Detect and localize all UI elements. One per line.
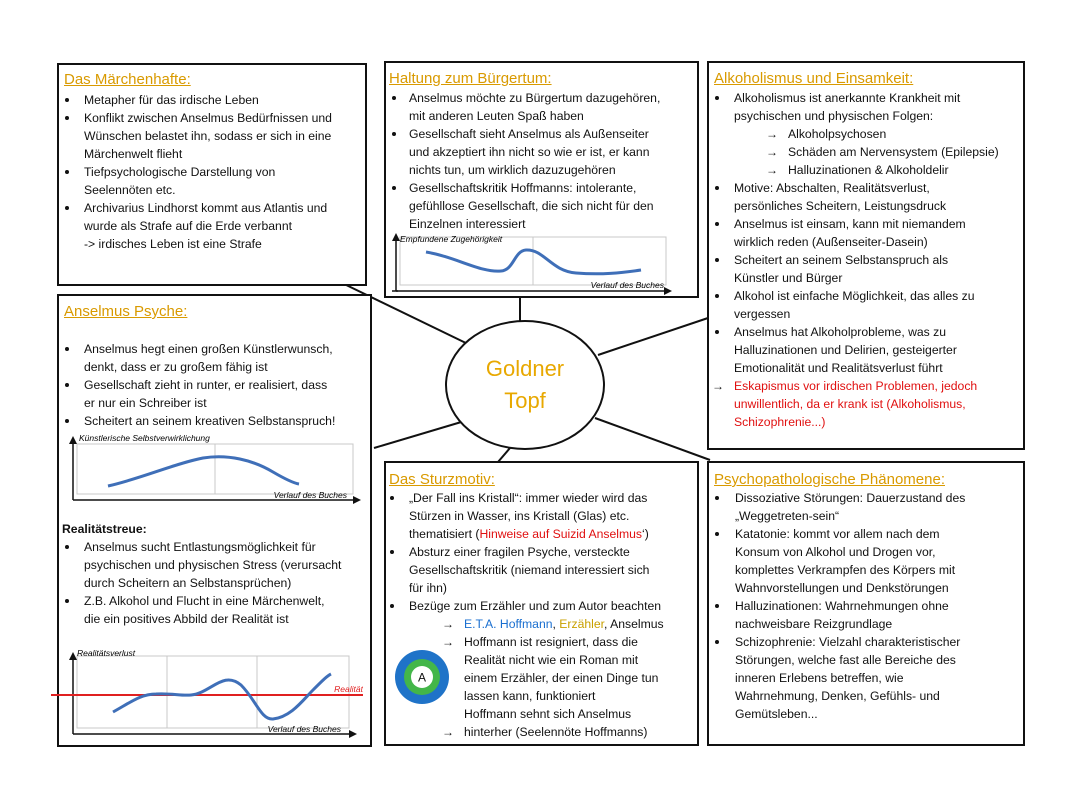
list-item: Motive: Abschalten, Realitätsverlust, xyxy=(734,181,930,195)
list-item: Wünschen belastet ihn, sodass er sich in eine xyxy=(84,129,332,143)
xlabel-zugehoerigkeit: Verlauf des Buches xyxy=(590,280,664,290)
box-sturzmotiv xyxy=(384,461,699,746)
list-item: Störungen, welche fast alle Bereiche des xyxy=(735,653,956,667)
list-item: persönliches Scheitern, Leistungsdruck xyxy=(734,199,947,213)
sturz-row: für ihn) xyxy=(409,581,447,595)
list-item: Tiefpsychologische Darstellung von xyxy=(84,165,276,179)
sturz-row: Realität nicht wie ein Roman mit xyxy=(464,653,639,667)
list-item: durch Scheitern an Selbstansprüchen) xyxy=(84,576,292,590)
bullet-icon xyxy=(715,186,719,190)
sturz-row: Hoffmann sehnt sich Anselmus xyxy=(464,707,632,721)
sturz-row: Bezüge zum Erzähler und zum Autor beachten xyxy=(409,599,662,613)
bullet-icon xyxy=(392,132,396,136)
sturz-row: einem Erzähler, der einen Dinge tun xyxy=(464,671,659,685)
list-item: Gesellschaft zieht in runter, er realisiert, dass xyxy=(84,378,328,392)
bullet-icon xyxy=(65,599,69,603)
list-item: Alkoholismus ist anerkannte Krankheit mit xyxy=(734,91,961,105)
bullet-icon xyxy=(715,532,719,536)
list-item: Archivarius Lindhorst kommt aus Atlantis und xyxy=(84,201,328,215)
list-item: denkt, dass er zu großem fähig ist xyxy=(84,360,268,374)
arrow-icon: → xyxy=(442,635,454,649)
sturz-row: Absturz einer fragilen Psyche, versteckte xyxy=(409,545,630,559)
list-item: Anselmus hat Alkoholprobleme, was zu xyxy=(734,325,947,339)
center-title-line2: Topf xyxy=(504,388,546,413)
list-item: psychischen und physischen Stress (verursacht xyxy=(84,558,342,572)
sturz-row: lassen kann, funktioniert xyxy=(464,689,596,703)
author-name: E.T.A. Hoffmann xyxy=(464,617,553,631)
box-phaenomene xyxy=(707,461,1025,746)
center-title-line1: Goldner xyxy=(485,356,565,381)
narrator-label: Erzähler xyxy=(559,617,605,631)
bullet-icon xyxy=(715,640,719,644)
bullet-icon xyxy=(65,206,69,210)
sturz-row: Gesellschaftskritik (niemand interessiert sich xyxy=(409,563,650,577)
list-item: Scheitert an seinem kreativen Selbstanspruch! xyxy=(84,414,336,428)
maerchen-list xyxy=(62,91,332,253)
list-item: und akzeptiert ihn nicht so wie er ist, er kann xyxy=(409,145,650,159)
title-sturzmotiv: Das Sturzmotiv: xyxy=(389,471,495,488)
bullet-icon xyxy=(65,545,69,549)
list-item: nichts tun, um wirklich dazuzugehören xyxy=(409,163,616,177)
list-item: Alkoholpsychosen xyxy=(788,127,887,141)
list-item: Künstler und Bürger xyxy=(734,271,843,285)
curve-realitaetsverlust xyxy=(113,674,331,719)
title-buergertum: Haltung zum Bürgertum: xyxy=(389,70,552,87)
bullet-icon xyxy=(715,330,719,334)
bullet-icon xyxy=(65,98,69,102)
list-item: Halluzinationen & Alkoholdelir xyxy=(788,163,949,177)
bullet-icon xyxy=(65,419,69,423)
list-item: Dissoziative Störungen: Dauerzustand des xyxy=(735,491,966,505)
list-item: Gesellschaft sieht Anselmus als Außenseiter xyxy=(409,127,649,141)
list-item: Konflikt zwischen Anselmus Bedürfnissen und xyxy=(84,111,332,125)
curve-selbstverwirklichung xyxy=(108,457,299,486)
bullet-icon xyxy=(65,170,69,174)
title-psyche: Anselmus Psyche: xyxy=(64,303,188,320)
list-item: Seelennöten etc. xyxy=(84,183,176,197)
list-item: Emotionalität und Realitätsverlust führt xyxy=(734,361,943,375)
box-buergertum xyxy=(384,61,699,298)
xlabel-selbstverwirklichung: Verlauf des Buches xyxy=(273,490,347,500)
list-item: Schizophrenie...) xyxy=(734,415,826,429)
arrow-icon: → xyxy=(766,163,778,177)
list-item: Schäden am Nervensystem (Epilepsie) xyxy=(788,145,999,159)
list-item: inneren Erlebens betreffen, wie xyxy=(735,671,904,685)
bullet-icon xyxy=(715,258,719,262)
bullet-icon xyxy=(65,116,69,120)
list-item: Gesellschaftskritik Hoffmanns: intolerante, xyxy=(409,181,637,195)
bullet-icon xyxy=(392,96,396,100)
list-item: -> irdisches Leben ist eine Strafe xyxy=(84,237,262,251)
list-item: nachweisbare Reizgrundlage xyxy=(735,617,893,631)
sturz-row: thematisiert (Hinweise auf Suizid Anselmus‘) xyxy=(409,527,649,541)
list-item: Wahrnehmung, Denken, Gefühls- und xyxy=(735,689,940,703)
psyche-list xyxy=(62,340,335,430)
list-item: Alkohol ist einfache Möglichkeit, das alles zu xyxy=(734,289,975,303)
ylabel-realitaetsverlust: Realitätsverlust xyxy=(77,650,136,658)
list-item: Gemütsleben... xyxy=(735,707,818,721)
arrow-icon: → xyxy=(766,145,778,159)
list-item: Halluzinationen: Wahrnehmungen ohne xyxy=(735,599,949,613)
box-psyche xyxy=(57,294,372,747)
buergertum-list xyxy=(389,89,660,233)
list-item: gefühllose Gesellschaft, die sich nicht für den xyxy=(409,199,654,213)
subtitle-realitaetstreue: Realitätstreue: xyxy=(62,522,147,536)
sturz-row: „Der Fall ins Kristall“: immer wieder wird das xyxy=(409,491,648,505)
list-item: Anselmus hegt einen großen Künstlerwunsch, xyxy=(84,342,333,356)
list-item: Z.B. Alkohol und Flucht in eine Märchenwelt, xyxy=(84,594,325,608)
list-item: Märchenwelt flieht xyxy=(84,147,183,161)
list-item: Wahnvorstellungen und Denkstörungen xyxy=(735,581,949,595)
list-item: Anselmus ist einsam, kann mit niemandem xyxy=(734,217,966,231)
psyche-list-2 xyxy=(62,538,341,628)
bullet-icon xyxy=(715,294,719,298)
badge-letter: A xyxy=(417,670,427,685)
list-item: Anselmus sucht Entlastungsmöglichkeit für xyxy=(84,540,316,554)
bullet-icon xyxy=(715,222,719,226)
label-realitaet: Realität xyxy=(334,684,363,694)
hint-suizid: Hinweise auf Suizid Anselmus xyxy=(479,527,643,541)
list-item: Einzelnen interessiert xyxy=(409,217,526,231)
bullet-icon xyxy=(392,186,396,190)
list-item: die ein positives Abbild der Realität ist xyxy=(84,612,289,626)
list-item: „Weggetreten-sein“ xyxy=(735,509,840,523)
sturz-row: hinterher (Seelennöte Hoffmanns) xyxy=(464,725,648,739)
bullet-icon xyxy=(715,604,719,608)
title-maerchenhafte: Das Märchenhafte: xyxy=(64,71,191,88)
sturz-row: Stürzen in Wasser, ins Kristall (Glas) etc. xyxy=(409,509,630,523)
phaeno-list xyxy=(712,489,965,723)
list-item: wurde als Strafe auf die Erde verbannt xyxy=(84,219,292,233)
alkohol-list xyxy=(712,89,999,431)
ylabel-selbstverwirklichung: Künstlerische Selbstverwirklichung xyxy=(79,433,210,443)
bullet-icon xyxy=(715,96,719,100)
list-item: Eskapismus vor irdischen Problemen, jedoch xyxy=(734,379,978,393)
list-item: mit anderen Leuten Spaß haben xyxy=(409,109,584,123)
box-maerchenhafte xyxy=(57,63,367,286)
box-alkoholismus xyxy=(707,61,1025,450)
title-phaenomene: Psychopathologische Phänomene: xyxy=(714,471,945,488)
chart-selbstverwirklichung xyxy=(63,432,363,506)
bullet-icon xyxy=(65,383,69,387)
list-item: wirklich reden (Außenseiter-Dasein) xyxy=(734,235,928,249)
list-item: psychischen und physischen Folgen: xyxy=(734,109,934,123)
xlabel-realitaetsverlust: Verlauf des Buches xyxy=(267,724,341,734)
list-item: Konsum von Alkohol und Drogen vor, xyxy=(735,545,936,559)
bullet-icon xyxy=(715,496,719,500)
arrow-icon: → xyxy=(766,127,778,141)
list-item: unwillentlich, da er krank ist (Alkoholismus, xyxy=(734,397,966,411)
ylabel-zugehoerigkeit: Empfundene Zugehörigkeit xyxy=(400,234,503,244)
arrow-icon: → xyxy=(442,617,454,631)
list-item: Schizophrenie: Vielzahl charakteristischer xyxy=(735,635,961,649)
list-item: Halluzinationen und Delirien, gesteigerter xyxy=(734,343,957,357)
list-item: Katatonie: kommt vor allem nach dem xyxy=(735,527,940,541)
title-alkoholismus: Alkoholismus und Einsamkeit: xyxy=(714,70,914,87)
list-item: er nur ein Schreiber ist xyxy=(84,396,207,410)
list-item: vergessen xyxy=(734,307,791,321)
chart-zugehoerigkeit xyxy=(386,233,676,295)
list-item: Scheitert an seinem Selbstanspruch als xyxy=(734,253,949,267)
list-item: komplettes Verkrampfen des Körpers mit xyxy=(735,563,956,577)
sturz-row: Hoffmann ist resigniert, dass die xyxy=(464,635,638,649)
badge-icon xyxy=(394,649,450,705)
sturz-row: E.T.A. Hoffmann, Erzähler, Anselmus xyxy=(464,617,664,631)
chart-realitaetsverlust xyxy=(51,650,363,742)
center-topic xyxy=(445,320,605,450)
list-item: Anselmus möchte zu Bürgertum dazugehören, xyxy=(409,91,661,105)
list-item: Metapher für das irdische Leben xyxy=(84,93,259,107)
bullet-icon xyxy=(65,347,69,351)
arrow-icon: → xyxy=(442,725,454,739)
arrow-icon: → xyxy=(712,379,724,393)
